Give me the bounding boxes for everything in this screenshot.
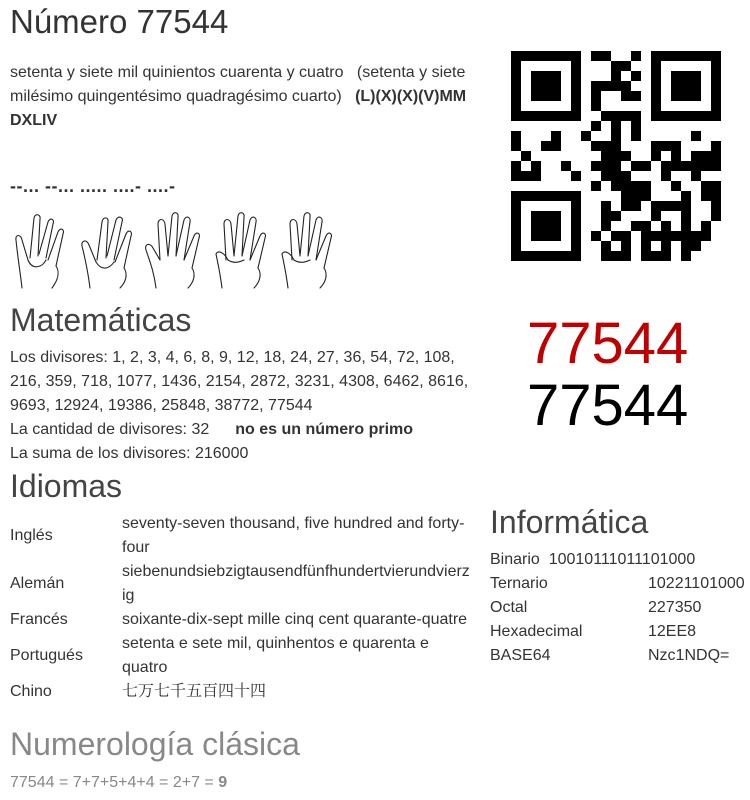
math-section: [10, 346, 490, 466]
language-row: [10, 632, 470, 680]
info-heading: Informática: [490, 504, 649, 540]
ordinal-words: (setenta y siete: [356, 64, 466, 81]
info-section: [490, 548, 748, 668]
roman-numeral-rest: DXLIV: [10, 112, 58, 129]
numerology-formula: 77544 = 7+7+5+4+4 = 2+7 =: [10, 774, 214, 791]
morse-code: --... --... ..... ....- ....-: [10, 176, 176, 196]
big-number-black: 77544: [527, 373, 689, 438]
sign-language-hands: [10, 210, 340, 290]
language-words: seventy-seven thousand, five hundred and forty-: [122, 515, 465, 532]
language-words: quatro: [122, 659, 168, 676]
divisors-line: Los divisores: 1, 2, 3, 4, 6, 8, 9, 12, 18, 24, 27, 36, 54, 72, 108,: [10, 349, 455, 366]
language-row: [10, 608, 470, 632]
language-name: Chino: [10, 683, 52, 700]
language-words: setenta e sete mil, quinhentos e quarenta e: [122, 635, 429, 652]
big-number-red: 77544: [527, 311, 689, 376]
prime-status: no es un número primo: [235, 421, 414, 438]
info-row-binary: [490, 548, 748, 572]
hand-sign-icon: [282, 213, 331, 288]
roman-numeral: (L)(X)(X)(V)MM: [355, 88, 467, 105]
math-heading: Matemáticas: [10, 302, 192, 338]
language-words: soixante-dix-sept mille cinq cent quarante-quatre: [122, 611, 468, 628]
language-name: Portugués: [10, 647, 83, 664]
languages-heading: Idiomas: [10, 468, 123, 504]
info-value: 10221101000: [648, 575, 745, 592]
divisors-line: 9693, 12924, 19386, 25848, 38772, 77544: [10, 397, 313, 414]
numerology-line: [10, 771, 227, 795]
language-words: four: [122, 539, 150, 556]
language-row: [10, 560, 470, 608]
hand-sign-icon: [16, 215, 64, 288]
language-name: Inglés: [10, 527, 53, 544]
hand-sign-icon: [216, 213, 265, 288]
ordinal-words-rest: milésimo quingentésimo quadragésimo cuarto): [10, 88, 342, 105]
language-name: Alemán: [10, 575, 65, 592]
language-words: siebenundsiebzigtausendfünfhundertvierundvierz: [122, 563, 470, 580]
language-row: [10, 512, 470, 560]
info-value: 227350: [648, 599, 702, 616]
info-label: Octal: [490, 599, 528, 616]
languages-table: [10, 512, 480, 704]
spanish-words: setenta y siete mil quinientos cuarenta y cuatro: [10, 64, 344, 81]
info-row: [490, 644, 748, 668]
hand-sign-icon: [82, 217, 132, 288]
info-label: Ternario: [490, 575, 548, 592]
info-row: [490, 620, 748, 644]
info-value: 12EE8: [648, 623, 697, 640]
divisor-sum: La suma de los divisores: 216000: [10, 445, 249, 462]
info-label: Binario: [490, 551, 540, 568]
qr-code: [511, 51, 721, 261]
language-words: 七万七千五百四十四: [122, 683, 267, 700]
language-name: Francés: [10, 611, 68, 628]
numerology-heading: Numerología clásica: [10, 726, 300, 762]
hand-signs-svg: [10, 210, 340, 290]
hand-sign-icon: [146, 213, 200, 288]
info-label: BASE64: [490, 647, 551, 664]
language-row: [10, 680, 470, 704]
info-value: Nzc1NDQ=: [648, 647, 730, 664]
numerology-result: 9: [218, 774, 228, 791]
info-value: 10010111011101000: [548, 551, 696, 568]
language-words: ig: [122, 587, 135, 604]
info-row: [490, 572, 748, 596]
page-title: Número 77544: [10, 3, 229, 40]
info-label: Hexadecimal: [490, 623, 583, 640]
divisors-line: 216, 359, 718, 1077, 1436, 2154, 2872, 3231, 4308, 6462, 8616,: [10, 373, 469, 390]
info-row: [490, 596, 748, 620]
number-words: [10, 61, 480, 133]
divisor-count: La cantidad de divisores: 32: [10, 421, 210, 438]
qr-code-image: [511, 51, 721, 261]
